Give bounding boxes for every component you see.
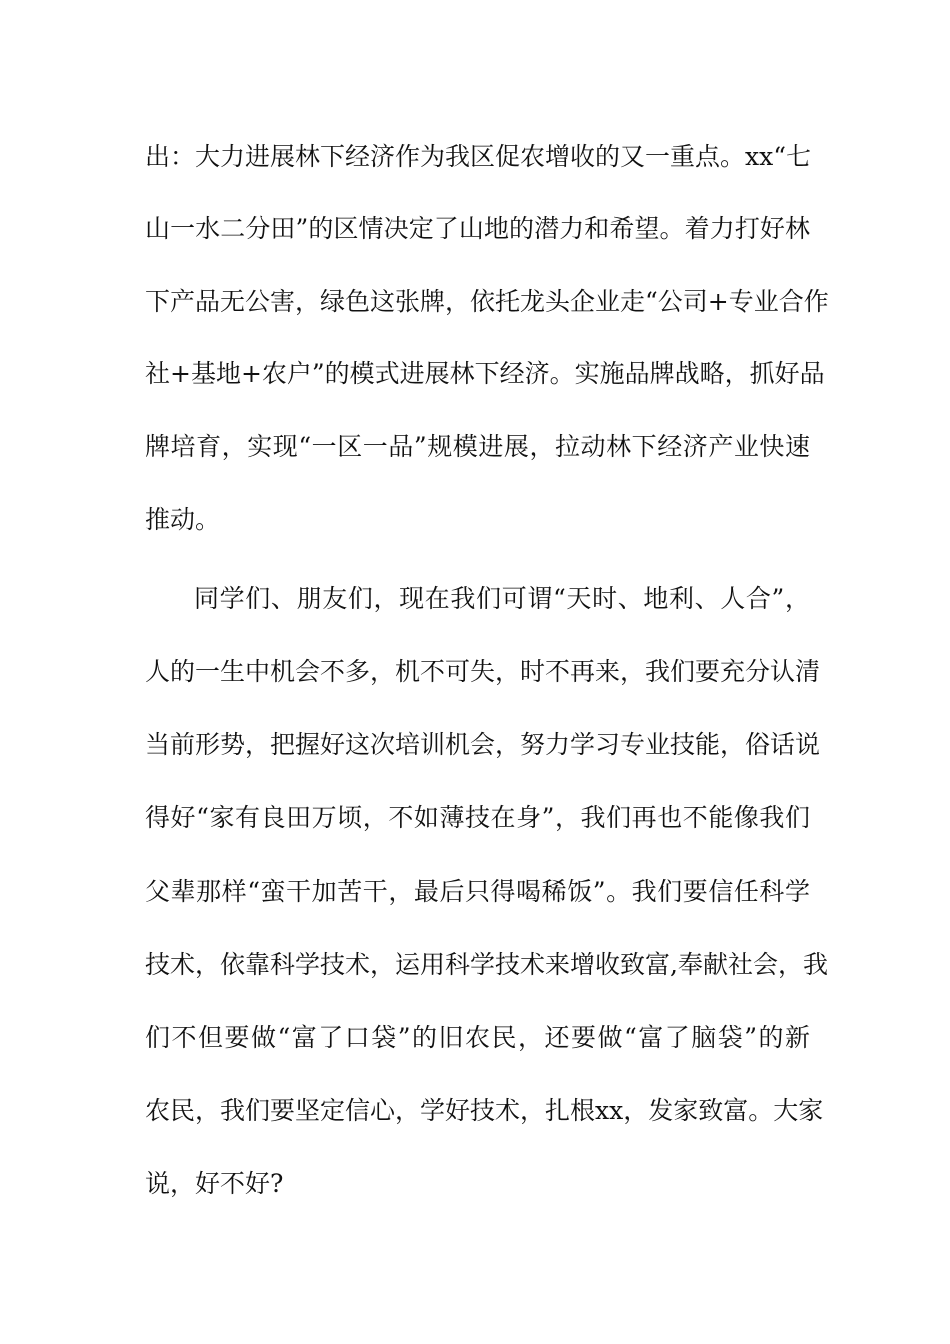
paragraph-2-line-1: 同学们、朋友们，现在我们可谓“天时、地利、人合”， (194, 584, 810, 613)
paragraph-2-line-5: 父辈那样“蛮干加苦干，最后只得喝稀饭”。我们要信任科学 (145, 877, 810, 906)
paragraph-1-line-2: 山一水二分田”的区情决定了山地的潜力和希望。着力打好林 (145, 214, 810, 243)
paragraph-1-line-1: 出：大力进展林下经济作为我区促农增收的又一重点。xx“七 (145, 142, 811, 171)
paragraph-2-line-4: 得好“家有良田万顷，不如薄技在身”，我们再也不能像我们 (145, 803, 810, 832)
paragraph-2-line-7: 们不但要做“富了口袋”的旧农民，还要做“富了脑袋”的新 (145, 1023, 810, 1052)
paragraph-2-line-2: 人的一生中机会不多，机不可失，时不再来，我们要充分认清 (145, 657, 821, 686)
paragraph-2-line-6: 技术，依靠科学技术，运用科学技术来增收致富,奉献社会，我 (145, 950, 828, 979)
paragraph-2-line-8: 农民，我们要坚定信心，学好技术，扎根xx，发家致富。大家 (145, 1096, 824, 1125)
paragraph-2-line-9: 说，好不好? (145, 1169, 284, 1198)
paragraph-2-line-3: 当前形势，把握好这次培训机会，努力学习专业技能，俗话说 (145, 730, 821, 759)
paragraph-1-line-3: 下产品无公害，绿色这张牌，依托龙头企业走“公司+专业合作 (145, 287, 829, 316)
paragraph-1-line-4: 社+基地+农户”的模式进展林下经济。实施品牌战略，抓好品 (145, 359, 825, 388)
paragraph-1-line-6: 推动。 (145, 505, 221, 534)
paragraph-1-line-5: 牌培育，实现“一区一品”规模进展，拉动林下经济产业快速 (145, 432, 810, 461)
